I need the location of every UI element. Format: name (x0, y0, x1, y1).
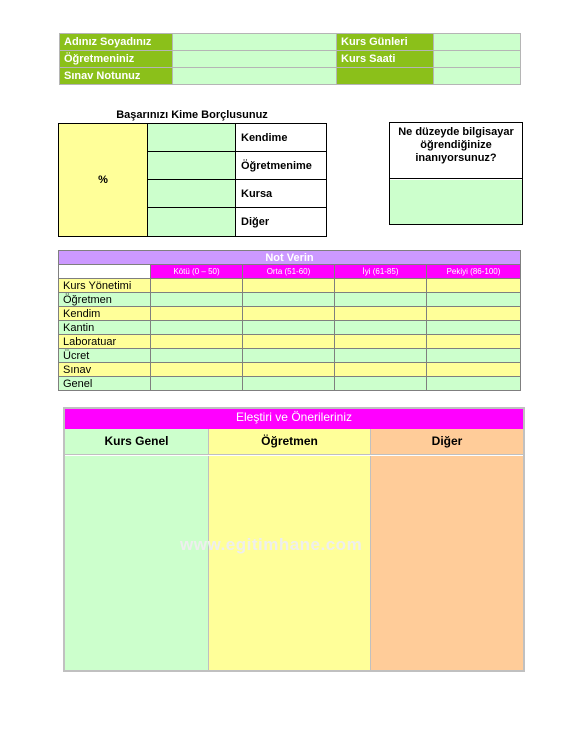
option-kursa: Kursa (236, 180, 327, 208)
rating-cell[interactable] (243, 349, 335, 363)
table-row (59, 321, 521, 335)
col-iyi: İyi (61-85) (335, 265, 427, 279)
feedback-title: Eleştiri ve Önerileriniz (65, 409, 523, 429)
rating-title: Not Verin (59, 251, 521, 265)
course-hours-field[interactable] (434, 51, 521, 68)
table-row (59, 335, 521, 349)
student-info-table (59, 33, 521, 85)
rating-cell[interactable] (243, 279, 335, 293)
level-answer-field[interactable] (390, 180, 522, 224)
row-label: Laboratuar (59, 335, 151, 349)
rating-cell[interactable] (427, 363, 521, 377)
row-label: Ücret (59, 349, 151, 363)
rating-cell[interactable] (151, 307, 243, 321)
rating-cell[interactable] (335, 321, 427, 335)
row-label: Kurs Yönetimi (59, 279, 151, 293)
teacher-field[interactable] (173, 51, 337, 68)
col-header-ogretmen: Öğretmen (208, 429, 370, 455)
rating-cell[interactable] (335, 293, 427, 307)
col-header-diger: Diğer (370, 429, 523, 455)
row-label: Öğretmen (59, 293, 151, 307)
rating-cell[interactable] (151, 349, 243, 363)
diger-input[interactable] (148, 208, 236, 237)
col-pekiyi: Pekiyi (86-100) (427, 265, 521, 279)
rating-cell[interactable] (427, 279, 521, 293)
col-kotu: Kötü (0 – 50) (151, 265, 243, 279)
rating-cell[interactable] (427, 293, 521, 307)
rating-cell[interactable] (335, 377, 427, 391)
rating-cell[interactable] (243, 321, 335, 335)
row-label: Genel (59, 377, 151, 391)
rating-cell[interactable] (151, 279, 243, 293)
course-days-label: Kurs Günleri (337, 34, 434, 51)
percent-cell: % (59, 124, 148, 237)
rating-cell[interactable] (335, 307, 427, 321)
rating-cell[interactable] (427, 377, 521, 391)
rating-cell[interactable] (151, 321, 243, 335)
rating-cell[interactable] (243, 377, 335, 391)
row-label: Kantin (59, 321, 151, 335)
rating-cell[interactable] (243, 335, 335, 349)
row-label: Sınav (59, 363, 151, 377)
col-orta: Orta (51-60) (243, 265, 335, 279)
ogretmenime-input[interactable] (148, 152, 236, 180)
rating-cell[interactable] (151, 293, 243, 307)
kurs-genel-textarea[interactable] (65, 456, 208, 670)
rating-cell[interactable] (427, 307, 521, 321)
table-row (59, 363, 521, 377)
option-diger: Diğer (236, 208, 327, 237)
rating-cell[interactable] (151, 335, 243, 349)
exam-grade-field[interactable] (173, 68, 337, 85)
empty-field[interactable] (434, 68, 521, 85)
level-question-text: Ne düzeyde bilgisayar öğrendiğinize inanıyorsunuz? (390, 123, 522, 179)
diger-textarea[interactable] (370, 456, 523, 670)
rating-table (58, 250, 521, 391)
rating-cell[interactable] (335, 363, 427, 377)
rating-cell[interactable] (151, 377, 243, 391)
name-field[interactable] (173, 34, 337, 51)
success-credit-table (58, 123, 327, 237)
rating-cell[interactable] (151, 363, 243, 377)
rating-corner (59, 265, 151, 279)
rating-cell[interactable] (335, 279, 427, 293)
name-label: Adınız Soyadınız (60, 34, 173, 51)
ogretmen-textarea[interactable] (208, 456, 370, 670)
rating-cell[interactable] (243, 307, 335, 321)
rating-cell[interactable] (335, 335, 427, 349)
table-row (59, 279, 521, 293)
rating-cell[interactable] (427, 349, 521, 363)
success-credit-title: Başarınızı Kime Borçlusunuz (116, 109, 268, 121)
table-row (59, 293, 521, 307)
watermark: www.egitimhane.com (180, 535, 363, 554)
rating-cell[interactable] (335, 349, 427, 363)
empty-green-cell (337, 68, 434, 85)
course-hours-label: Kurs Saati (337, 51, 434, 68)
option-kendime: Kendime (236, 124, 327, 152)
table-row (59, 307, 521, 321)
kursa-input[interactable] (148, 180, 236, 208)
rating-cell[interactable] (427, 321, 521, 335)
option-ogretmenime: Öğretmenime (236, 152, 327, 180)
teacher-label: Öğretmeniniz (60, 51, 173, 68)
course-days-field[interactable] (434, 34, 521, 51)
rating-cell[interactable] (243, 293, 335, 307)
row-label: Kendim (59, 307, 151, 321)
table-row (59, 349, 521, 363)
col-header-kurs-genel: Kurs Genel (65, 429, 208, 455)
rating-cell[interactable] (427, 335, 521, 349)
exam-grade-label: Sınav Notunuz (60, 68, 173, 85)
kendime-input[interactable] (148, 124, 236, 152)
table-row (59, 377, 521, 391)
rating-cell[interactable] (243, 363, 335, 377)
